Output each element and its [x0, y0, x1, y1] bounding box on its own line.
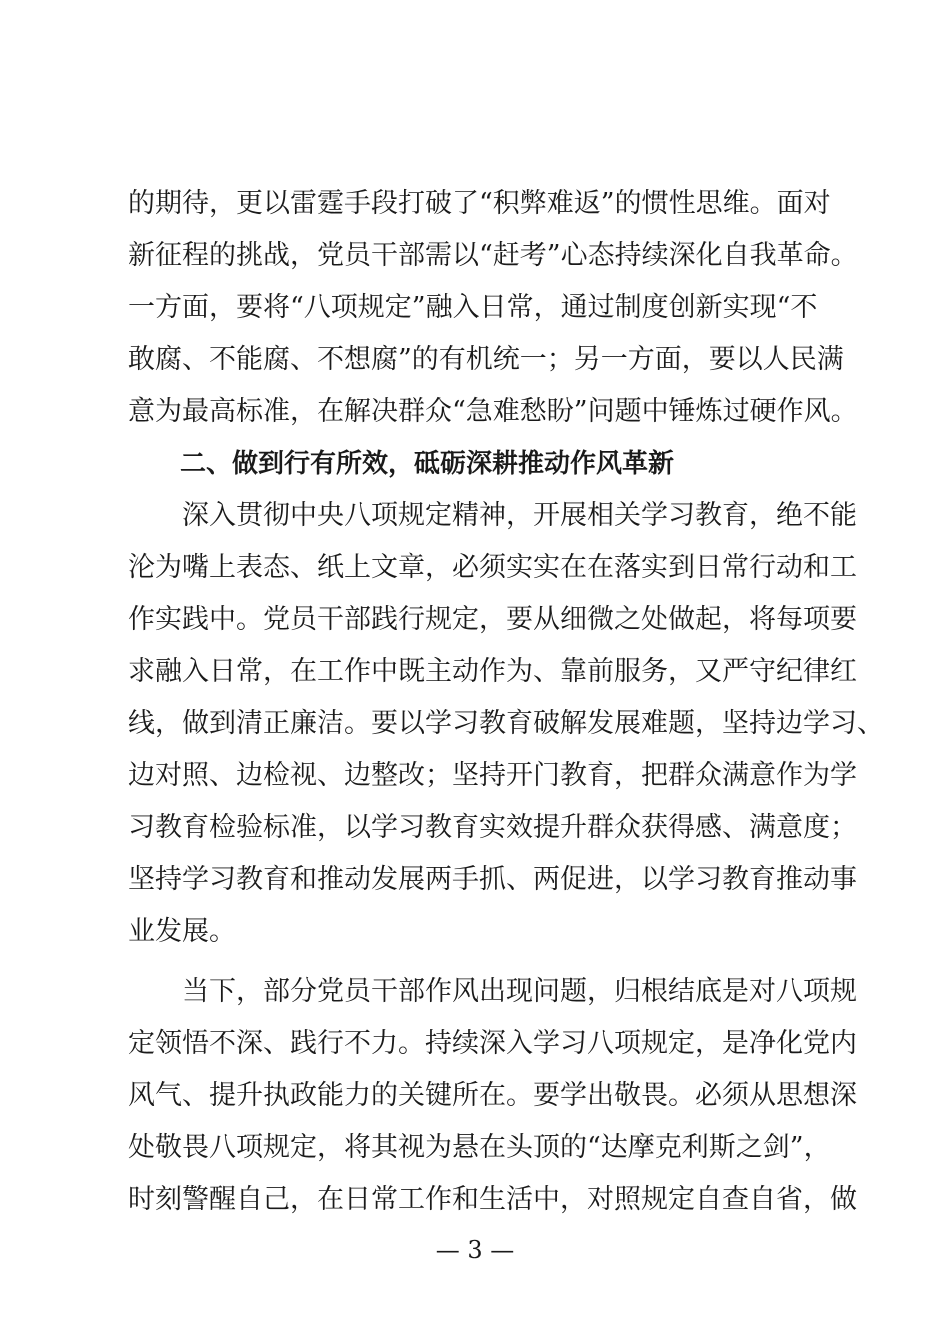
body-line: 敢腐、不能腐、不想腐”的有机统一；另一方面，要以人民满	[128, 344, 844, 375]
body-line: 风气、提升执政能力的关键所在。要学出敬畏。必须从思想深	[128, 1080, 857, 1111]
body-line: 新征程的挑战，党员干部需以“赶考”心态持续深化自我革命。	[128, 240, 858, 271]
body-line: 沦为嘴上表态、纸上文章，必须实实在在落实到日常行动和工	[128, 552, 857, 583]
body-line: 坚持学习教育和推动发展两手抓、两促进，以学习教育推动事	[128, 864, 857, 895]
section-heading: 二、做到行有所效，砥砺深耕推动作风革新	[180, 449, 675, 479]
page-number: — 3 —	[435, 1236, 515, 1264]
document-body	[128, 178, 884, 1226]
body-line: 定领悟不深、践行不力。持续深入学习八项规定，是净化党内	[128, 1028, 857, 1059]
body-line: 求融入日常，在工作中既主动作为、靠前服务，又严守纪律红	[128, 656, 857, 687]
body-line: 边对照、边检视、边整改；坚持开门教育，把群众满意作为学	[128, 760, 857, 791]
body-line: 一方面，要将“八项规定”融入日常，通过制度创新实现“不	[128, 292, 818, 323]
body-line: 深入贯彻中央八项规定精神，开展相关学习教育，绝不能	[182, 500, 857, 531]
body-line: 习教育检验标准，以学习教育实效提升群众获得感、满意度；	[128, 812, 857, 843]
body-line: 的期待，更以雷霆手段打破了“积弊难返”的惯性思维。面对	[128, 188, 831, 219]
body-line: 意为最高标准，在解决群众“急难愁盼”问题中锤炼过硬作风。	[128, 396, 858, 427]
body-line: 当下，部分党员干部作风出现问题，归根结底是对八项规	[182, 976, 857, 1007]
body-line: 作实践中。党员干部践行规定，要从细微之处做起，将每项要	[128, 604, 857, 635]
body-line: 业发展。	[128, 916, 236, 947]
body-line: 时刻警醒自己，在日常工作和生活中，对照规定自查自省，做	[128, 1184, 857, 1215]
body-line: 处敬畏八项规定，将其视为悬在头顶的“达摩克利斯之剑”，	[128, 1132, 831, 1163]
body-line: 线，做到清正廉洁。要以学习教育破解发展难题，坚持边学习、	[128, 708, 884, 739]
